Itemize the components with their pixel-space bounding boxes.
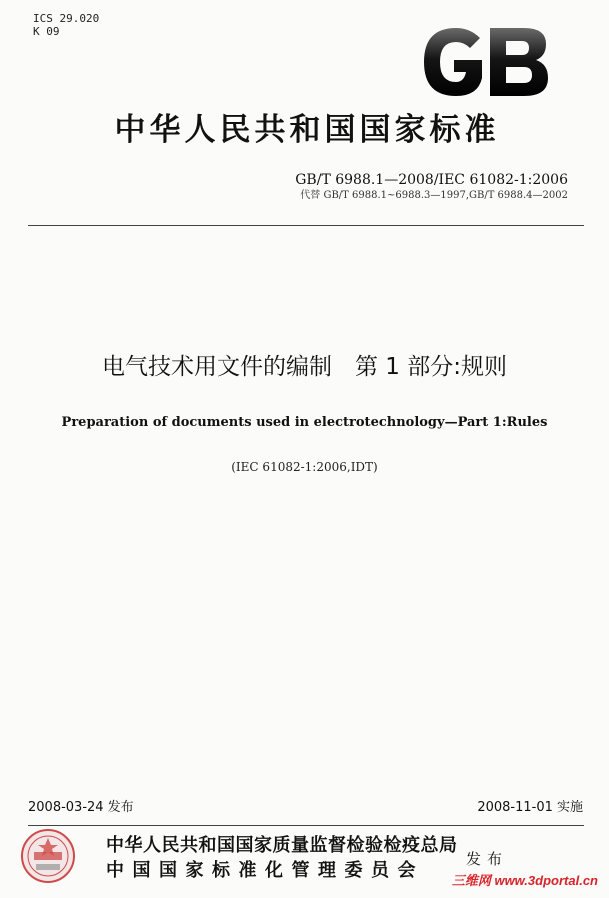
standard-number: GB/T 6988.1—2008/IEC 61082-1:2006 [295,172,568,188]
document-title-cn: 电气技术用文件的编制 第 1 部分:规则 [101,354,507,380]
gb-logo-text: GB [418,24,420,25]
national-standard-title: 中华人民共和国国家标准 [114,112,500,148]
ics-code: ICS 29.020 [33,12,100,25]
gb-logo [418,24,552,100]
iec-identity: (IEC 61082-1:2006,IDT) [231,460,378,474]
header-divider [28,225,584,226]
effective-date: 2008-11-01 实施 [477,800,583,815]
replaces-note: 代替 GB/T 6988.1~6988.3—1997,GB/T 6988.4—2002 [300,190,568,201]
issue-label: 发布 [466,850,509,868]
website-watermark: 三维网 www.3dportal.cn [451,873,598,888]
footer-divider [28,825,584,826]
document-title-en: Preparation of documents used in electrotechnology—Part 1:Rules [61,415,548,430]
issuer-sac: 中国国家标准化管理委员会 [106,860,424,881]
classification-code: K 09 [33,25,60,38]
ics-code-block [33,12,99,38]
publish-date: 2008-03-24 发布 [28,800,134,815]
issuer-aqsiq: 中华人民共和国国家质量监督检验检疫总局 [106,835,458,856]
official-seal-icon [20,828,76,884]
